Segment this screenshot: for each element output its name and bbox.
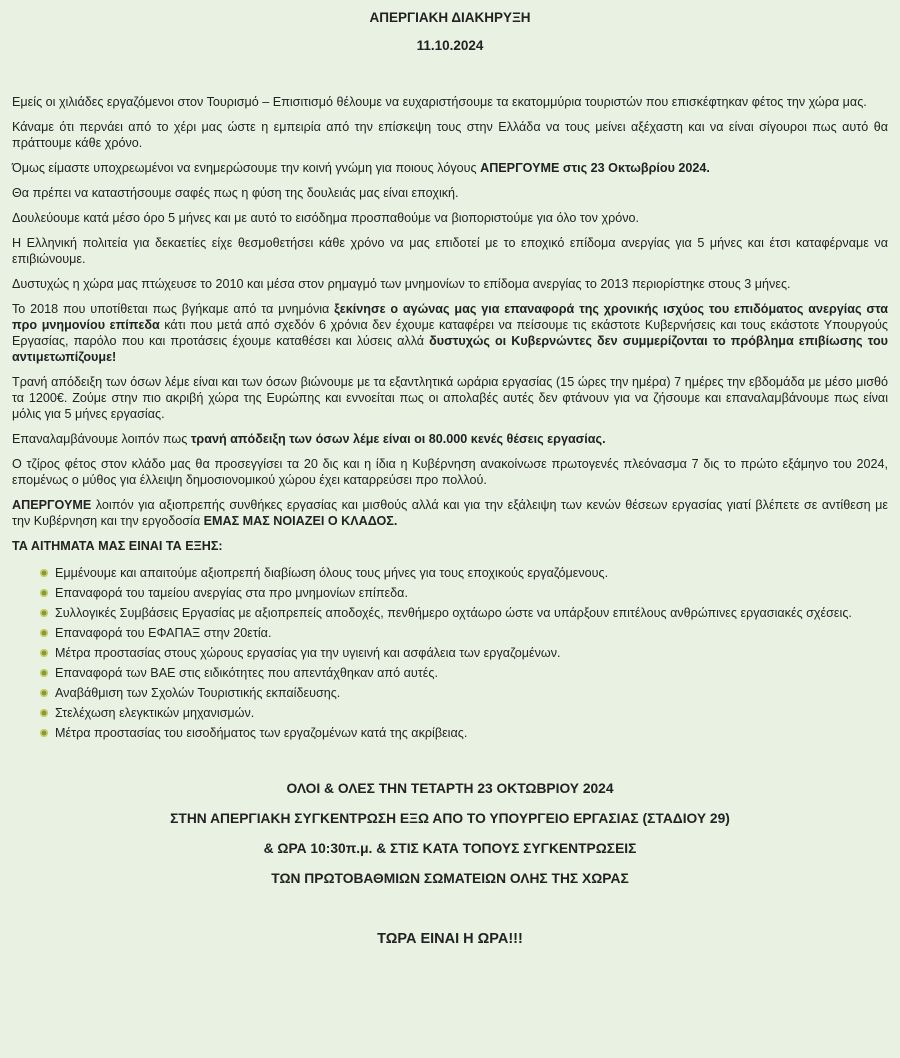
text-run: Η Ελληνική πολιτεία για δεκαετίες είχε θεσμοθετήσει κάθε χρόνο να μας επιδοτεί με το εποχικό επίδομα ανεργίας για 5 μήνες και έτσι καταφέρναμε να επιβιώνουμε.: [12, 236, 888, 266]
paragraph: [12, 210, 888, 226]
demand-text: Στελέχωση ελεγκτικών μηχανισμών.: [55, 706, 255, 720]
paragraph: [12, 185, 888, 201]
text-run: Κάναμε ότι περνάει από το χέρι μας ώστε η εμπειρία από την επίσκεψη τους στην Ελλάδα να τους μείνει αξέχαστη και να είναι σίγουροι πως αυτό θα πράττουμε κάθε χρόνο.: [12, 120, 888, 150]
demand-item: [40, 665, 888, 681]
text-run: Δουλεύουμε κατά μέσο όρο 5 μήνες και με αυτό το εισόδημα προσπαθούμε να βιοποριστούμε για όλο τον χρόνο.: [12, 211, 640, 225]
closing-line: ΣΤΗΝ ΑΠΕΡΓΙΑΚΗ ΣΥΓΚΕΝΤΡΩΣΗ ΕΞΩ ΑΠΟ ΤΟ ΥΠΟΥΡΓΕΙΟ ΕΡΓΑΣΙΑΣ (ΣΤΑΔΙΟΥ 29): [170, 811, 730, 826]
text-run: Τρανή απόδειξη των όσων λέμε είναι και των όσων βιώνουμε με τα εξαντλητικά ωράρια εργασίας (15 ώρες την ημέρα) 7 ημέρες την εβδομάδα με μέσο μισθό τα 1200€. Ζούμε στην πιο ακριβή χώρα της Ευρώπης και εννοείται πως οι απολαβές αυτές δεν φτάνουν για να ζήσουμε και επαναλαμβάνουμε πως είναι μόλις για 5 μήνες εργασίας.: [12, 375, 888, 421]
text-run: Εμείς οι χιλιάδες εργαζόμενοι στον Τουρισμό – Επισιτισμό θέλουμε να ευχαριστήσουμε τα εκατομμύρια τουριστών που επισκέφτηκαν φέτος την χώρα μας.: [12, 95, 867, 109]
demand-item: [40, 585, 888, 601]
demand-text: Συλλογικές Συμβάσεις Εργασίας με αξιοπρεπείς αποδοχές, πενθήμερο οχτάωρο ώστε να υπάρξουν επιτέλους ανθρώπινες εργασιακές σχέσεις.: [55, 606, 852, 620]
bold-text: ξεκίνησε ο αγώνας μας για επαναφορά της χρονικής ισχύος του επιδόματος ανεργίας στα προ μνημονίου επίπεδα: [12, 302, 888, 332]
bullet-icon: [40, 589, 48, 597]
demand-text: Εμμένουμε και απαιτούμε αξιοπρεπή διαβίωση όλους τους μήνες για τους εποχικούς εργαζόμενους.: [55, 566, 609, 580]
demands-section: [12, 538, 888, 741]
demand-item: [40, 625, 888, 641]
bold-text: ΕΜΑΣ ΜΑΣ ΝΟΙΑΖΕΙ Ο ΚΛΑΔΟΣ.: [203, 514, 398, 528]
demand-item: [40, 565, 888, 581]
text-run: Ο τζίρος φέτος στον κλάδο μας θα προσεγγίσει τα 20 δις και η ίδια η Κυβέρνηση ανακοίνωσε πρωτογενές πλεόνασμα 7 δις το πρώτο εξάμηνο του 2024, επομένως ο μύθος για έλλειψη δημοσιονομικού χώρου έχει καταρρεύσει προ πολλού.: [12, 457, 888, 487]
paragraph: [12, 456, 888, 488]
text-run: λοιπόν για αξιοπρεπής συνθήκες εργασίας και μισθούς αλλά και για την εξάλειψη των κενών θέσεων εργασίας γιατί βλέπετε σε αντίθεση με την Κυβέρνηση και την εργοδοσία: [12, 498, 888, 528]
demand-text: Επαναφορά του ΕΦΑΠΑΞ στην 20ετία.: [55, 626, 272, 640]
document-date: 11.10.2024: [416, 38, 484, 53]
closing-slogan: ΤΩΡΑ ΕΙΝΑΙ Η ΩΡΑ!!!: [377, 931, 523, 947]
paragraph: [12, 301, 888, 365]
paragraph: [12, 276, 888, 292]
text-run: Επαναλαμβάνουμε λοιπόν πως: [12, 432, 191, 446]
paragraph: [12, 119, 888, 151]
paragraph: [12, 160, 888, 176]
demands-title: ΤΑ ΑΙΤΗΜΑΤΑ ΜΑΣ ΕΙΝΑΙ ΤΑ ΕΞΗΣ:: [12, 539, 223, 553]
demand-item: [40, 725, 888, 741]
demand-text: Επαναφορά του ταμείου ανεργίας στα προ μνημονίων επίπεδα.: [55, 586, 408, 600]
text-run: Όμως είμαστε υποχρεωμένοι να ενημερώσουμε την κοινή γνώμη για ποιους λόγους: [12, 161, 481, 175]
paragraph: [12, 94, 888, 110]
bold-text: τρανή απόδειξη των όσων λέμε είναι οι 80.000 κενές θέσεις εργασίας.: [190, 432, 606, 446]
paragraph: [12, 374, 888, 422]
demand-text: Αναβάθμιση των Σχολών Τουριστικής εκπαίδευσης.: [55, 686, 341, 700]
closing-line: & ΩΡΑ 10:30π.μ. & ΣΤΙΣ ΚΑΤΑ ΤΟΠΟΥΣ ΣΥΓΚΕΝΤΡΩΣΕΙΣ: [263, 841, 637, 856]
demand-item: [40, 705, 888, 721]
demand-item: [40, 605, 888, 621]
bullet-icon: [40, 649, 48, 657]
text-run: κάτι που μετά από σχεδόν 6 χρόνια δεν έχουμε καταφέρει να πείσουμε τις εκάστοτε Κυβερνήσεις και τους εκάστοτε Υπουργούς Εργασίας, παρόλο που και προτάσεις έχουμε καταθέσει και λύσεις αλλά: [12, 318, 888, 348]
text-run: Το 2018 που υποτίθεται πως βγήκαμε από τα μνημόνια: [12, 302, 335, 316]
bullet-icon: [40, 609, 48, 617]
bullet-icon: [40, 669, 48, 677]
paragraph: [12, 497, 888, 529]
bullet-icon: [40, 689, 48, 697]
closing-block: [12, 781, 888, 901]
closing-line: ΤΩΝ ΠΡΩΤΟΒΑΘΜΙΩΝ ΣΩΜΑΤΕΙΩΝ ΟΛΗΣ ΤΗΣ ΧΩΡΑΣ: [271, 871, 629, 886]
demand-text: Μέτρα προστασίας του εισοδήματος των εργαζομένων κατά της ακρίβειας.: [55, 726, 468, 740]
demand-text: Μέτρα προστασίας στους χώρους εργασίας για την υγιεινή και ασφάλεια των εργαζομένων.: [55, 646, 561, 660]
document-title: ΑΠΕΡΓΙΑΚΗ ΔΙΑΚΗΡΥΞΗ: [369, 10, 531, 25]
text-run: Δυστυχώς η χώρα μας πτώχευσε το 2010 και μέσα στον ρημαγμό των μνημονίων το επίδομα ανεργίας το 2013 περιορίστηκε στους 3 μήνες.: [12, 277, 791, 291]
bullet-icon: [40, 729, 48, 737]
bullet-icon: [40, 709, 48, 717]
bold-text: ΑΠΕΡΓΟΥΜΕ στις 23 Οκτωβρίου 2024.: [480, 161, 710, 175]
demand-item: [40, 685, 888, 701]
text-run: Θα πρέπει να καταστήσουμε σαφές πως η φύση της δουλειάς μας είναι εποχική.: [12, 186, 459, 200]
paragraph: [12, 235, 888, 267]
demand-item: [40, 645, 888, 661]
bold-text: ΑΠΕΡΓΟΥΜΕ: [12, 498, 92, 512]
bold-text: δυστυχώς οι Κυβερνώντες δεν συμμερίζονται το πρόβλημα επιβίωσης του αντιμετωπίζουμε!: [12, 334, 888, 364]
document-body: [12, 94, 888, 529]
bullet-icon: [40, 569, 48, 577]
closing-line: ΟΛΟΙ & ΟΛΕΣ ΤΗΝ ΤΕΤΑΡΤΗ 23 ΟΚΤΩΒΡΙΟΥ 2024: [286, 781, 614, 796]
paragraph: [12, 431, 888, 447]
bullet-icon: [40, 629, 48, 637]
demands-list: [12, 565, 888, 741]
demand-text: Επαναφορά των ΒΑΕ στις ειδικότητες που απεντάχθηκαν από αυτές.: [55, 666, 438, 680]
